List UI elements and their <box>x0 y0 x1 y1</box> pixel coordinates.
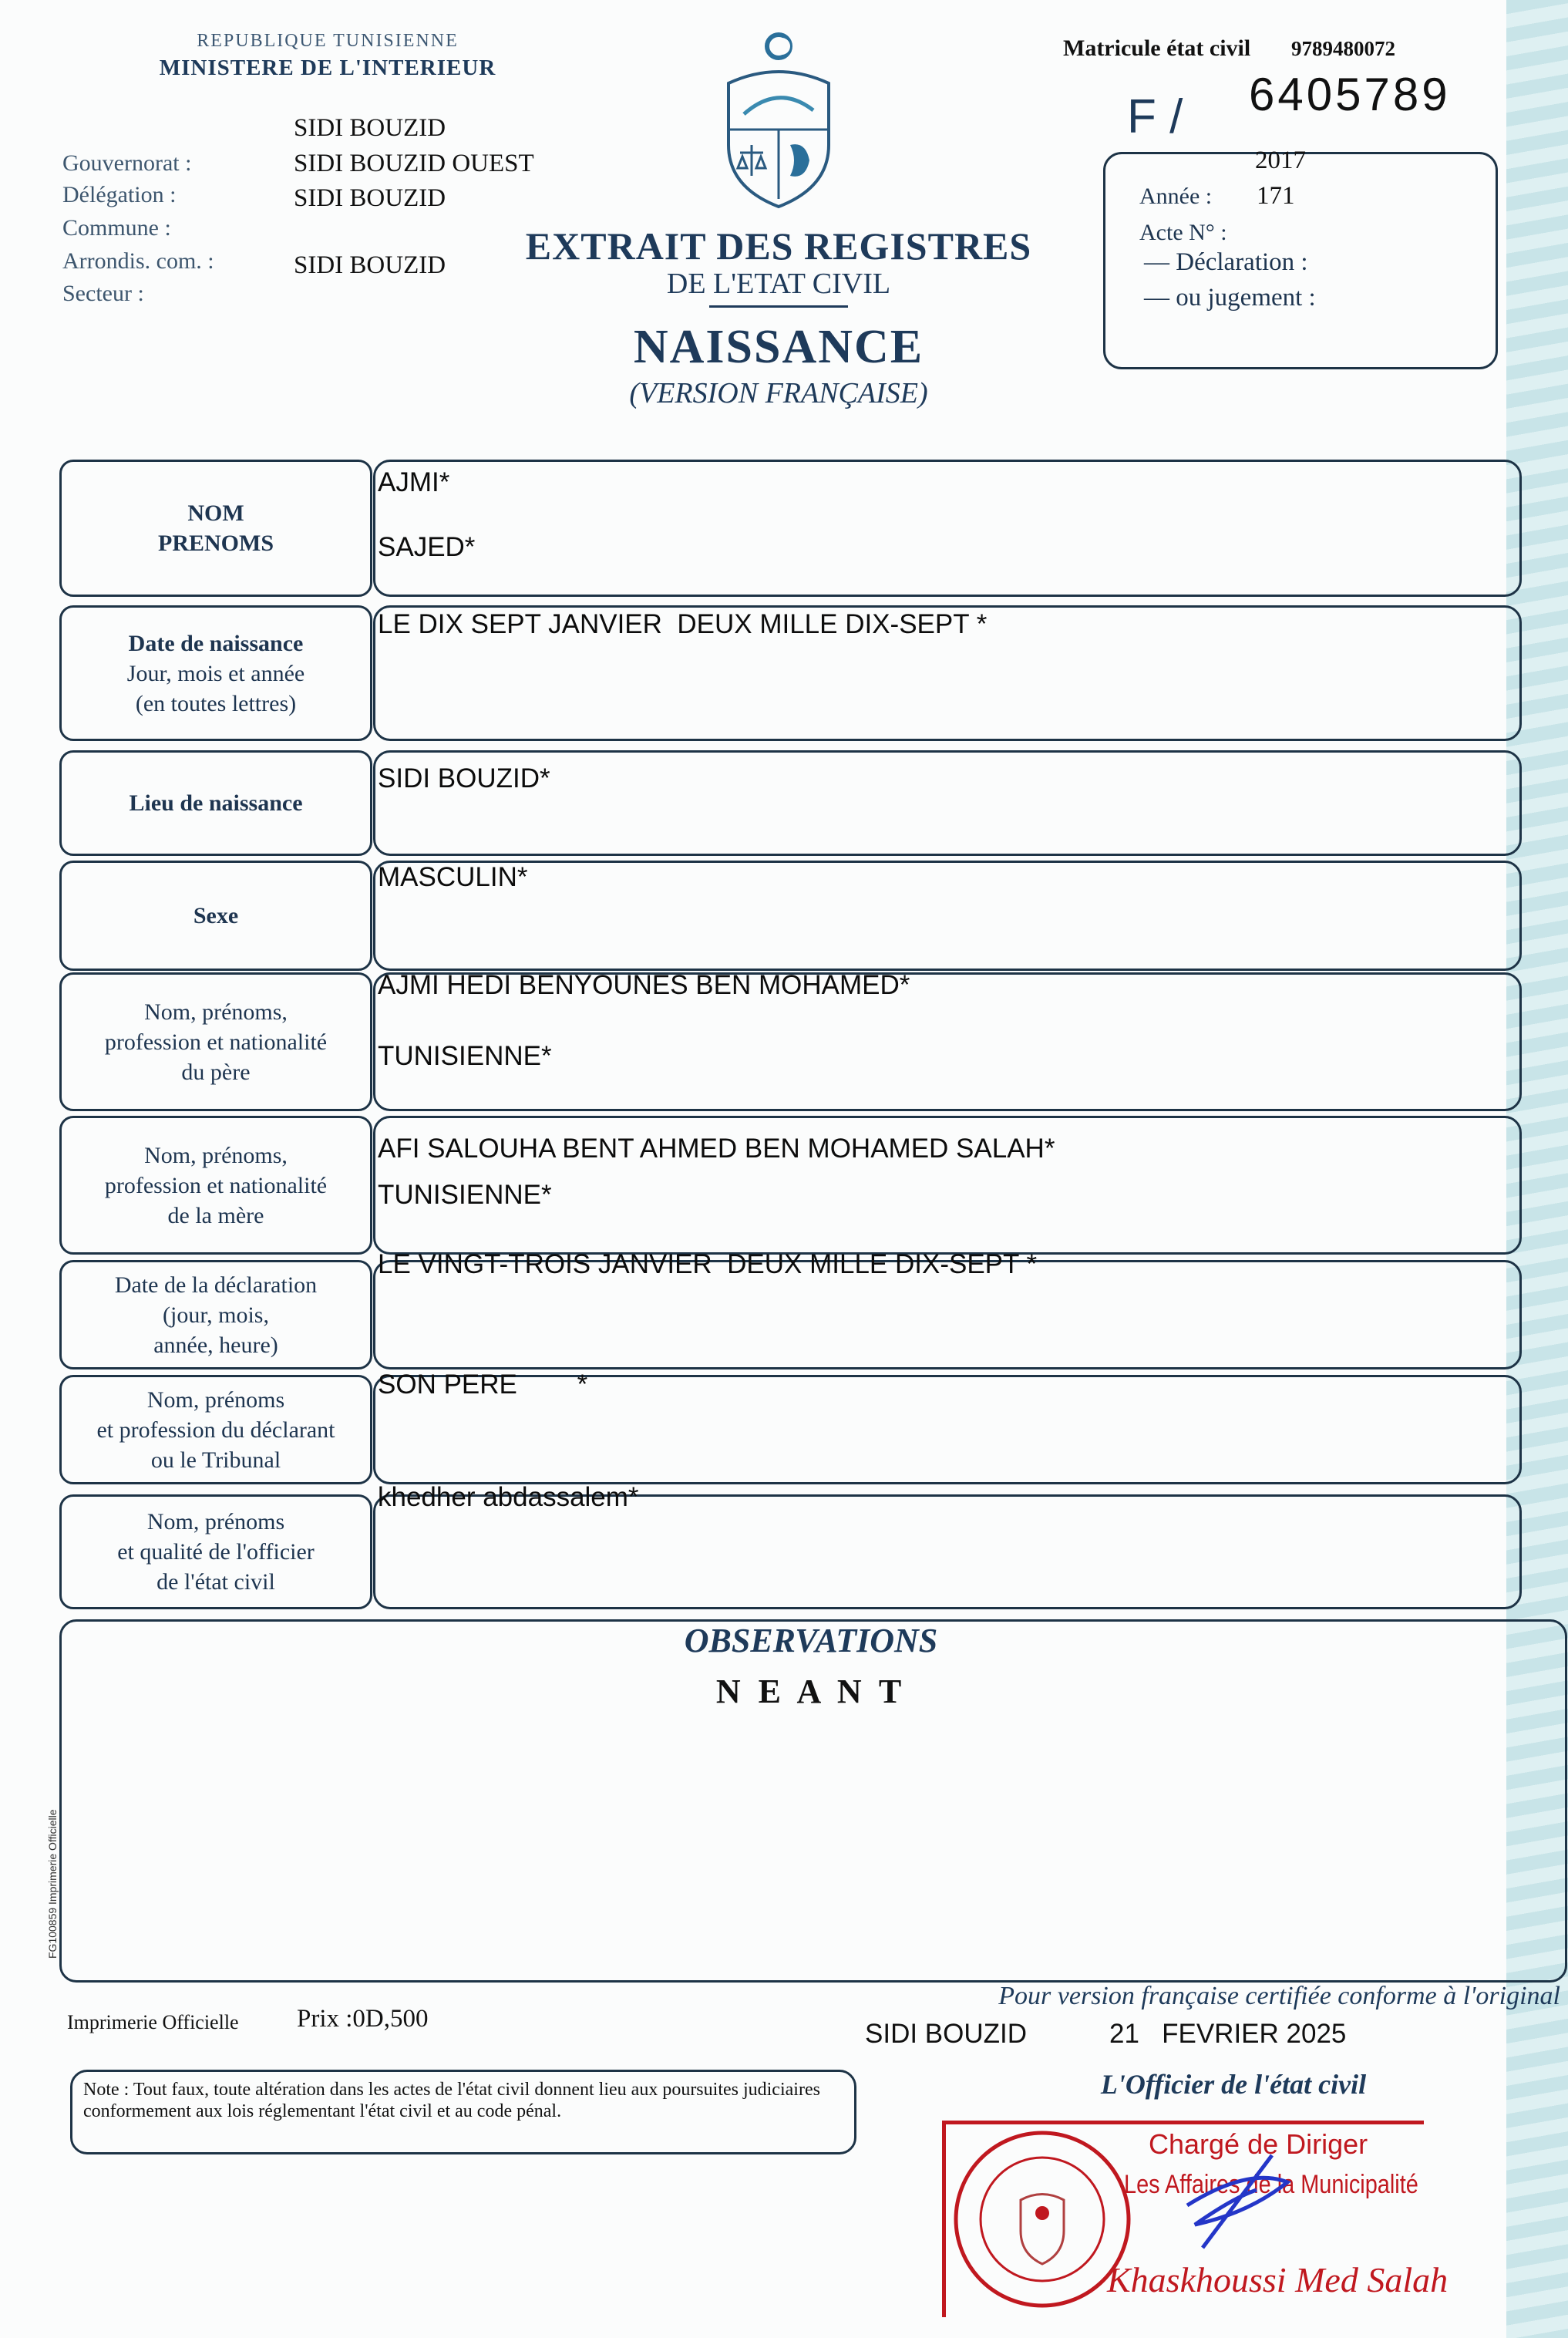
gouvernorat-value: SIDI BOUZID <box>294 114 446 142</box>
row-label <box>59 1116 372 1255</box>
matricule-label: Matricule état civil <box>1063 35 1251 61</box>
row-label-line: Nom, prénoms, <box>144 999 288 1025</box>
ministry-header: MINISTERE DE L'INTERIEUR <box>159 56 496 80</box>
row-label <box>59 1494 372 1609</box>
row-value: AJMI* <box>378 467 450 497</box>
row-label <box>59 460 372 597</box>
row-value: MASCULIN* <box>378 862 528 892</box>
printer-label: Imprimerie Officielle <box>67 2011 239 2033</box>
serial-number: 6405789 <box>1249 69 1451 120</box>
row-label-line: du père <box>181 1059 251 1085</box>
stamp-line1: Chargé de Diriger <box>1149 2128 1368 2160</box>
matricule-value: 9789480072 <box>1291 37 1395 60</box>
row-value: LE VINGT-TROIS JANVIER DEUX MILLE DIX-SEPT * <box>378 1249 1038 1279</box>
commune-value: SIDI BOUZID <box>294 184 446 212</box>
row-value: AFI SALOUHA BENT AHMED BEN MOHAMED SALAH* <box>378 1134 1055 1164</box>
row-label-line: et profession du déclarant <box>96 1417 335 1443</box>
row-label-line: (jour, mois, <box>163 1302 269 1328</box>
row-label-line: Sexe <box>193 903 239 928</box>
row-label-line: PRENOMS <box>158 531 274 556</box>
row-label-line: de l'état civil <box>156 1569 275 1595</box>
row-label <box>59 861 372 971</box>
delegation-value: SIDI BOUZID OUEST <box>294 150 534 177</box>
stamp-line2: Les Affaires de la Municipalité <box>1124 2170 1418 2199</box>
row-label-line: NOM <box>187 500 244 526</box>
row-label-line: et qualité de l'officier <box>117 1539 315 1565</box>
row-value-box <box>373 460 1522 597</box>
row-value: LE DIX SEPT JANVIER DEUX MILLE DIX-SEPT * <box>378 609 988 639</box>
row-value: AJMI HEDI BENYOUNES BEN MOHAMED* <box>378 970 910 1000</box>
row-value: TUNISIENNE* <box>378 1041 552 1071</box>
declaration-label: — Déclaration : <box>1144 248 1308 276</box>
acte-label: Acte N° : <box>1139 220 1227 245</box>
row-label <box>59 605 372 741</box>
side-print-code: FG100859 Imprimerie Officielle <box>46 1809 59 1959</box>
acte-year: 2017 <box>1255 147 1306 174</box>
annee-label: Année : <box>1139 184 1213 209</box>
row-label-line: Nom, prénoms, <box>144 1142 288 1168</box>
document-title: EXTRAIT DES REGISTRES <box>525 224 1032 268</box>
row-label-line: profession et nationalité <box>104 1029 328 1055</box>
row-label-line: Date de naissance <box>128 630 304 656</box>
row-label-line: (en toutes lettres) <box>135 690 297 716</box>
row-label-line: année, heure) <box>153 1332 278 1358</box>
row-label-line: de la mère <box>167 1202 264 1228</box>
observations-value: N E A N T <box>715 1673 907 1710</box>
row-label-line: Lieu de naissance <box>129 790 303 816</box>
secteur-value: SIDI BOUZID <box>294 251 446 279</box>
row-label <box>59 750 372 856</box>
row-value: SAJED* <box>378 532 476 562</box>
republic-header: REPUBLIQUE TUNISIENNE <box>197 31 459 51</box>
row-label-line: ou le Tribunal <box>150 1447 281 1473</box>
secteur-label: Secteur : <box>62 281 144 306</box>
issue-date: 21 FEVRIER 2025 <box>1109 2019 1347 2049</box>
acte-number: 171 <box>1257 182 1295 210</box>
delegation-label: Délégation : <box>62 182 177 207</box>
row-value-box <box>373 861 1522 971</box>
jugement-label: — ou jugement : <box>1144 284 1316 312</box>
row-label-line: Jour, mois et année <box>126 660 305 686</box>
document-type: NAISSANCE <box>633 321 924 373</box>
legal-note <box>70 2070 856 2154</box>
row-label-line: Nom, prénoms <box>146 1509 285 1535</box>
price-label: Prix :0D,500 <box>297 2005 429 2033</box>
arrondissement-label: Arrondis. com. : <box>62 248 214 274</box>
row-value: TUNISIENNE* <box>378 1180 552 1210</box>
title-divider <box>709 305 848 308</box>
signature-icon <box>1156 2151 1311 2252</box>
issue-place: SIDI BOUZID <box>865 2019 1028 2049</box>
row-label <box>59 1260 372 1369</box>
row-value: SON PERE * <box>378 1369 588 1400</box>
serial-prefix: F / <box>1127 90 1183 143</box>
version-label: (VERSION FRANÇAISE) <box>629 377 928 409</box>
row-value: SIDI BOUZID* <box>378 763 550 793</box>
officer-title: L'Officier de l'état civil <box>1100 2069 1367 2100</box>
row-label <box>59 1375 372 1484</box>
legal-note-text: Note : Tout faux, toute altération dans les actes de l'état civil donnent lieu aux poursuites judiciaires conformement aux lois réglementant l'état civil et au code pénal. <box>83 2080 820 2121</box>
row-label-line: profession et nationalité <box>104 1172 328 1198</box>
certification-text: Pour version française certifiée conforme à l'original <box>998 1982 1560 2010</box>
row-label <box>59 972 372 1111</box>
observations-title: OBSERVATIONS <box>684 1622 938 1659</box>
row-label-line: Date de la déclaration <box>114 1272 318 1298</box>
commune-label: Commune : <box>62 215 171 241</box>
gouvernorat-label: Gouvernorat : <box>62 150 192 176</box>
officer-name: Khaskhoussi Med Salah <box>1107 2260 1449 2299</box>
row-value: khedher abdassalem* <box>378 1482 639 1512</box>
row-label-line: Nom, prénoms <box>146 1386 285 1413</box>
coat-of-arms-icon <box>713 29 844 211</box>
document-subtitle: DE L'ETAT CIVIL <box>666 268 891 300</box>
